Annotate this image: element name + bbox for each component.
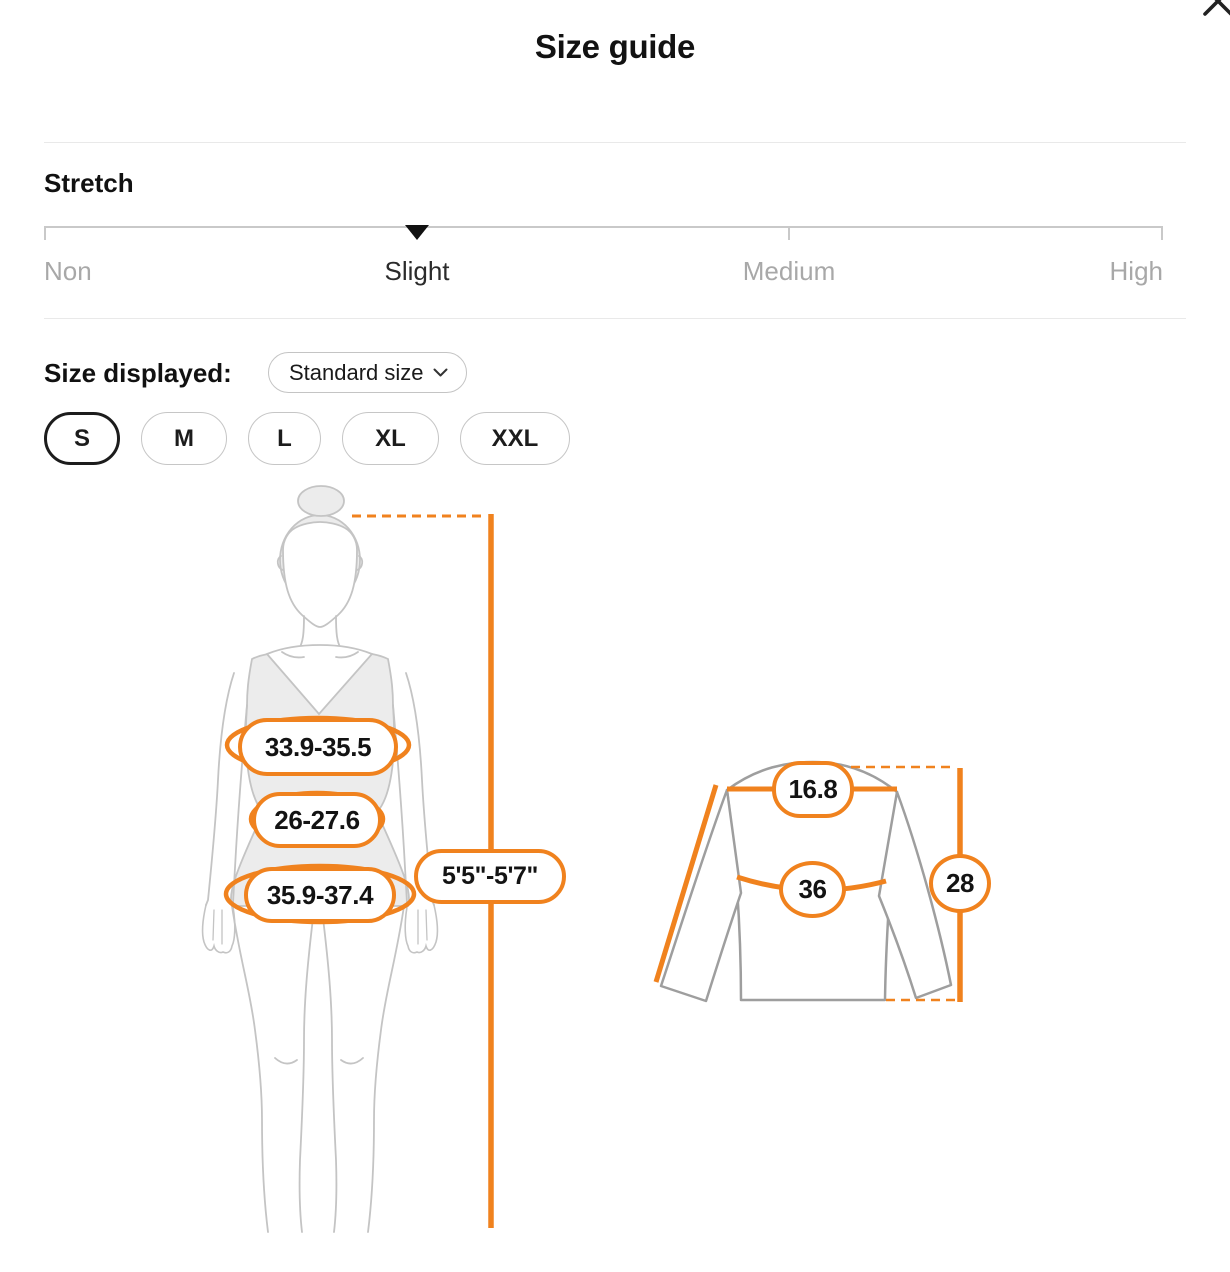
bust-measurement-pill: 33.9-35.5 — [238, 718, 398, 776]
size-standard-dropdown[interactable] — [268, 352, 467, 393]
height-measurement-pill: 5'5"-5'7" — [414, 849, 566, 904]
size-pill-xxl[interactable]: XXL — [460, 412, 570, 465]
page-title: Size guide — [534, 28, 696, 65]
garment-length-measurement-pill: 28 — [929, 854, 991, 913]
stretch-option-slight: Slight — [384, 256, 450, 286]
size-pill-m[interactable]: M — [141, 412, 227, 465]
stretch-scale-track — [44, 226, 1163, 228]
stretch-section-label: Stretch — [44, 168, 134, 198]
stretch-tick-high — [1161, 226, 1163, 240]
stretch-tick-non — [44, 226, 46, 240]
size-standard-dropdown-value: Standard size — [289, 359, 424, 385]
shoulder-measurement-pill: 16.8 — [772, 761, 854, 818]
stretch-option-non: Non — [44, 256, 92, 286]
stretch-indicator-triangle — [405, 225, 429, 240]
measurement-diagrams — [0, 470, 1230, 1260]
x-icon — [1200, 0, 1230, 19]
close-button[interactable] — [1200, 0, 1230, 19]
hip-measurement-pill: 35.9-37.4 — [244, 867, 396, 923]
size-pill-s[interactable]: S — [44, 412, 120, 465]
stretch-divider — [44, 318, 1186, 319]
chevron-down-icon — [433, 368, 448, 377]
size-displayed-label: Size displayed: — [44, 358, 232, 388]
size-pill-l[interactable]: L — [248, 412, 321, 465]
body-figure-illustration — [203, 486, 438, 1232]
stretch-option-medium: Medium — [742, 256, 836, 286]
waist-measurement-pill: 26-27.6 — [252, 792, 382, 848]
size-pill-row — [44, 412, 570, 465]
header-divider — [44, 142, 1186, 143]
stretch-option-high: High — [1109, 256, 1163, 286]
size-pill-xl[interactable]: XL — [342, 412, 439, 465]
garment-bust-measurement-pill: 36 — [779, 861, 846, 918]
stretch-tick-medium — [788, 226, 790, 240]
